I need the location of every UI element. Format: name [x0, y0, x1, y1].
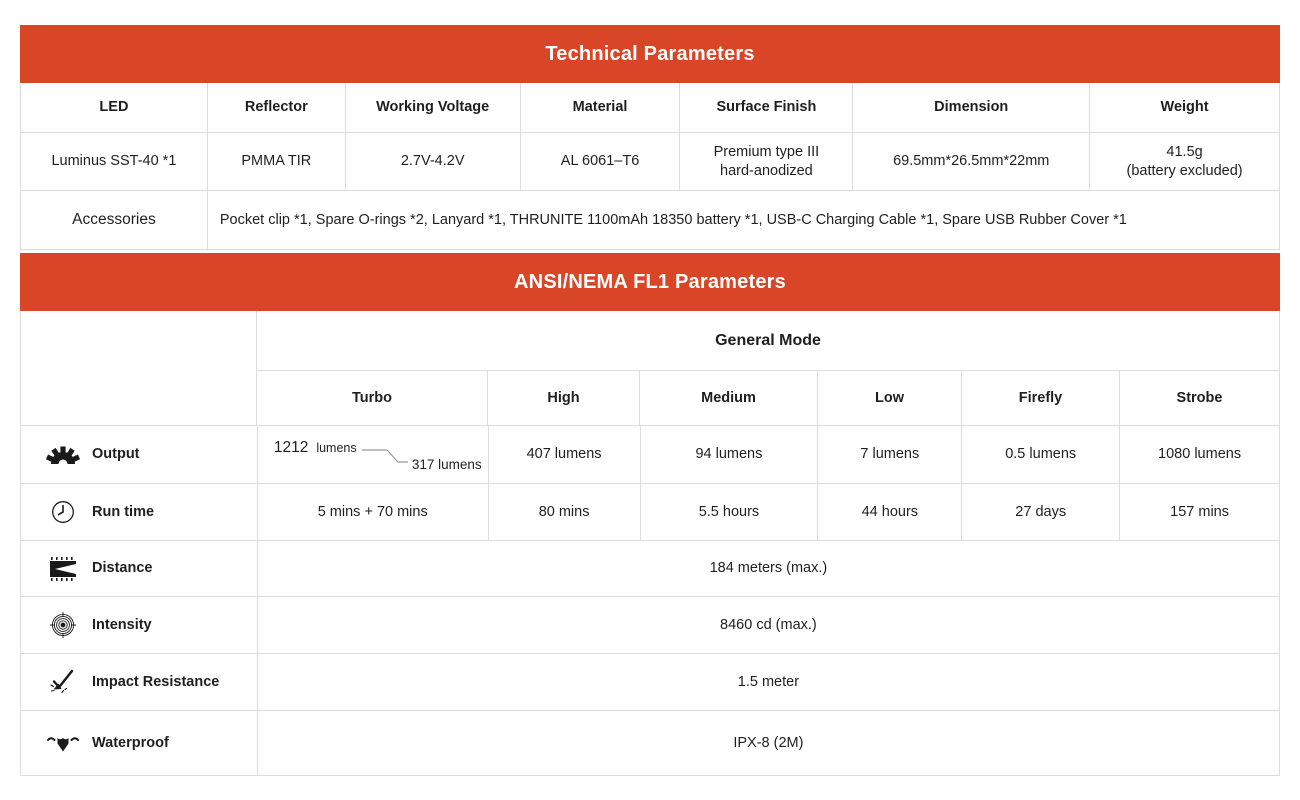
col-header-surface-finish: Surface Finish	[680, 83, 853, 133]
weight-line2: (battery excluded)	[1126, 162, 1243, 179]
runtime-medium: 5.5 hours	[641, 484, 819, 541]
fl1-header-block	[21, 311, 1280, 426]
accessories-value: Pocket clip *1, Spare O-rings *2, Lanyard *1, THRUNITE 1100mAh 18350 battery *1, USB-C Charging Cable *1, Spare USB Rubber Cover *1	[208, 191, 1280, 250]
waterproof-label: Waterproof	[92, 734, 169, 751]
distance-row	[21, 541, 1280, 597]
col-header-weight: Weight	[1090, 83, 1280, 133]
general-mode-header	[257, 311, 1280, 371]
runtime-low: 44 hours	[818, 484, 962, 541]
beam-icon	[46, 557, 80, 581]
mode-header-low: Low	[818, 371, 962, 426]
output-strobe: 1080 lumens	[1120, 426, 1280, 484]
tech-header-row	[21, 83, 1280, 133]
technical-parameters-title: Technical Parameters	[545, 42, 755, 65]
runtime-label-cell	[21, 484, 258, 541]
intensity-value: 8460 cd (max.)	[258, 597, 1280, 654]
output-turbo-cell	[258, 426, 489, 484]
output-label-cell	[21, 426, 258, 484]
intensity-row	[21, 597, 1280, 654]
col-header-led: LED	[21, 83, 208, 133]
fl1-corner-cell	[21, 311, 257, 426]
waterproof-label-cell	[21, 711, 258, 776]
output-row	[21, 426, 1280, 484]
waterproof-row	[21, 711, 1280, 776]
mode-header-firefly: Firefly	[962, 371, 1120, 426]
value-dimension: 69.5mm*26.5mm*22mm	[853, 133, 1090, 191]
impact-label-cell	[21, 654, 258, 711]
output-turbo-stepdown: 317 lumens	[411, 457, 482, 473]
value-material: AL 6061–T6	[521, 133, 681, 191]
mode-header-medium: Medium	[640, 371, 818, 426]
waterproof-value: IPX-8 (2M)	[258, 711, 1280, 776]
col-header-dimension: Dimension	[853, 83, 1090, 133]
tech-values-row	[21, 133, 1280, 191]
output-high: 407 lumens	[489, 426, 641, 484]
distance-value: 184 meters (max.)	[258, 541, 1280, 597]
output-firefly: 0.5 lumens	[962, 426, 1120, 484]
mode-header-turbo: Turbo	[257, 371, 488, 426]
mode-header-row	[257, 371, 1280, 426]
distance-label-cell	[21, 541, 258, 597]
mode-header-strobe: Strobe	[1120, 371, 1280, 426]
value-reflector: PMMA TIR	[208, 133, 346, 191]
impact-value: 1.5 meter	[258, 654, 1280, 711]
water-drop-icon	[46, 732, 80, 754]
value-surface-finish	[680, 133, 853, 191]
runtime-strobe: 157 mins	[1120, 484, 1280, 541]
intensity-label: Intensity	[92, 616, 152, 633]
target-icon	[46, 612, 80, 638]
output-low: 7 lumens	[818, 426, 962, 484]
runtime-label: Run time	[92, 503, 155, 520]
clock-icon	[46, 500, 80, 524]
output-label: Output	[92, 446, 140, 463]
surface-finish-line1: Premium type III	[713, 144, 820, 161]
impact-arrow-icon	[46, 669, 80, 695]
fl1-parameters-banner	[20, 253, 1280, 311]
half-gear-icon	[46, 445, 80, 465]
runtime-turbo: 5 mins + 70 mins	[258, 484, 489, 541]
runtime-firefly: 27 days	[962, 484, 1120, 541]
accessories-label: Accessories	[21, 191, 208, 250]
value-led: Luminus SST-40 *1	[21, 133, 208, 191]
impact-row	[21, 654, 1280, 711]
surface-finish-line2: hard-anodized	[720, 162, 813, 179]
runtime-row	[21, 484, 1280, 541]
fl1-parameters-title: ANSI/NEMA FL1 Parameters	[514, 270, 786, 293]
value-working-voltage: 2.7V-4.2V	[346, 133, 521, 191]
distance-label: Distance	[92, 560, 153, 577]
mode-header-high: High	[488, 371, 640, 426]
intensity-label-cell	[21, 597, 258, 654]
fl1-parameters-table	[20, 311, 1280, 776]
runtime-high: 80 mins	[489, 484, 641, 541]
col-header-working-voltage: Working Voltage	[346, 83, 521, 133]
general-mode-label: General Mode	[715, 331, 821, 349]
technical-parameters-banner	[20, 25, 1280, 83]
stepdown-line	[360, 442, 414, 470]
accessories-row	[21, 191, 1280, 250]
output-medium: 94 lumens	[641, 426, 819, 484]
col-header-material: Material	[521, 83, 681, 133]
weight-line1: 41.5g	[1166, 144, 1203, 161]
col-header-reflector: Reflector	[208, 83, 346, 133]
impact-label: Impact Resistance	[92, 673, 220, 690]
technical-parameters-table	[20, 83, 1280, 250]
output-turbo-initial: 1212 lumens	[273, 439, 357, 456]
value-weight	[1090, 133, 1280, 191]
